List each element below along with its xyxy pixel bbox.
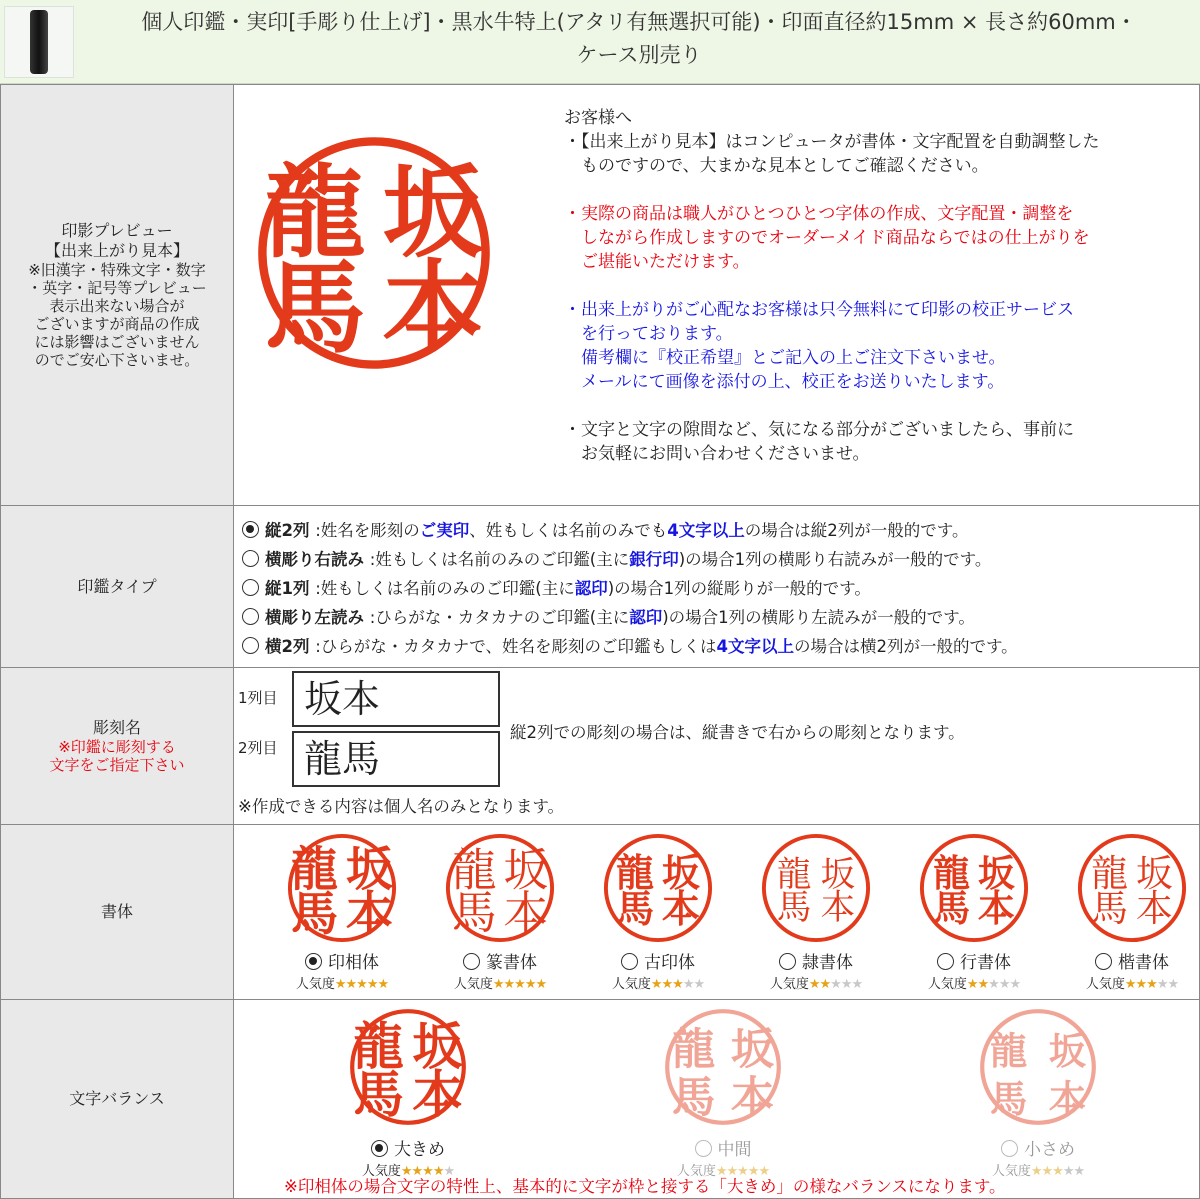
seal-character: 龍	[616, 849, 655, 895]
seal-character: 龍	[353, 1016, 404, 1076]
type-description: :姓もしくは名前のみのご印鑑(主に	[315, 579, 575, 598]
star-icon: ★	[758, 1163, 770, 1179]
type-option[interactable]	[242, 574, 1199, 603]
seal-character: 馬	[1091, 886, 1129, 930]
seal-character: 本	[661, 885, 700, 931]
popularity-stars	[401, 1164, 454, 1179]
balance-name: 中間	[717, 1139, 752, 1160]
balance-option-label	[318, 1135, 498, 1160]
font-popularity	[262, 973, 422, 992]
star-icon: ★	[693, 976, 705, 992]
title-line-2: ケース別売り	[576, 43, 702, 67]
type-description: )の場合1列の横彫り左読みが一般的です。	[662, 608, 975, 627]
star-icon: ★	[988, 976, 999, 992]
preview-note-line: ※旧漢字・特殊文字・数字	[28, 261, 206, 279]
balance-option-list	[234, 1001, 1199, 1198]
star-icon: ★	[1146, 976, 1157, 992]
title-line-1: 個人印鑑・実印[手彫り仕上げ]・黒水牛特上(アタリ有無選択可能)・印面直径約15mm × 長さ約60mm・	[141, 10, 1137, 34]
type-description: :姓もしくは名前のみのご印鑑(主に	[369, 550, 630, 569]
font-radio[interactable]	[621, 953, 638, 970]
font-seal-sample	[444, 832, 556, 944]
seal-character: 龍	[776, 854, 812, 895]
note-line: ・【出来上がり見本】はコンピュータが書体・文字配置を自動調整した	[564, 131, 1100, 152]
seal-character: 本	[1135, 886, 1173, 930]
font-name: 隷書体	[802, 952, 853, 973]
balance-seal-sample	[348, 1007, 468, 1127]
engrave-note-line: ※印鑑に彫刻する	[58, 738, 176, 756]
seal-character: 馬	[291, 886, 339, 942]
star-icon: ★	[411, 1163, 423, 1179]
star-icon: ★	[715, 1163, 727, 1179]
popularity-label: 人気度	[611, 976, 651, 992]
font-row	[1, 825, 1200, 1000]
type-option-name: 縦2列	[265, 521, 316, 540]
balance-option-label	[633, 1135, 813, 1160]
seal-character: 坂	[661, 849, 700, 895]
star-icon: ★	[682, 976, 694, 992]
seal-character: 馬	[264, 247, 366, 367]
note-line: ものですので、大まかな見本としてご確認ください。	[564, 155, 989, 176]
seal-character: 本	[412, 1064, 463, 1124]
type-description: の場合は横2列が一般的です。	[793, 637, 1018, 656]
font-name: 印相体	[328, 952, 379, 973]
popularity-stars	[1125, 977, 1178, 992]
popularity-label: 人気度	[927, 976, 967, 992]
font-option-label	[1052, 948, 1200, 973]
preview-note-line: 表示出来ない場合が	[49, 297, 185, 315]
seal-character: 坂	[412, 1016, 463, 1076]
type-option[interactable]	[242, 516, 1199, 545]
type-option-list	[234, 512, 1199, 661]
font-option-list	[234, 826, 1199, 999]
preview-note-line: のでご安心下さいませ。	[34, 351, 200, 369]
engrave-footnote: ※作成できる内容は個人名のみとなります。	[238, 796, 565, 816]
type-label-cell	[1, 506, 234, 668]
preview-content-cell	[234, 85, 1200, 506]
note-line: ・文字と文字の隙間など、気になる部分がございましたら、事前に	[564, 419, 1074, 440]
font-options-cell	[234, 825, 1200, 1000]
seal-character: 龍	[264, 151, 366, 271]
star-icon: ★	[966, 976, 978, 992]
star-icon: ★	[1124, 976, 1136, 992]
seal-character: 馬	[776, 887, 812, 928]
product-title	[84, 6, 1194, 72]
font-option-label	[736, 948, 896, 973]
seal-character: 本	[503, 885, 549, 939]
font-radio[interactable]	[305, 953, 322, 970]
note-proof-service	[564, 298, 1184, 394]
type-radio[interactable]	[242, 608, 259, 625]
seal-preview-large	[254, 133, 494, 373]
preview-label-cell	[1, 85, 234, 506]
preview-label-note	[1, 261, 233, 369]
star-icon: ★	[1156, 976, 1168, 992]
type-option-name: 横彫り左読み	[265, 608, 370, 627]
balance-option[interactable]	[948, 1007, 1128, 1179]
popularity-label: 人気度	[769, 976, 809, 992]
balance-popularity	[633, 1160, 813, 1179]
seal-character: 馬	[989, 1076, 1028, 1121]
font-option[interactable]	[736, 832, 896, 992]
type-options-cell	[234, 506, 1200, 668]
seal-character: 本	[1048, 1076, 1087, 1121]
balance-row	[1, 1000, 1200, 1199]
star-icon: ★	[334, 976, 346, 992]
type-description: )の場合1列の縦彫りが一般的です。	[607, 579, 871, 598]
note-line: ・実際の商品は職人がひとつひとつ字体の作成、文字配置・調整を	[564, 203, 1074, 224]
note-auto-layout	[564, 130, 1184, 178]
balance-seal-sample	[978, 1007, 1098, 1127]
font-popularity	[578, 973, 738, 992]
font-seal-sample	[602, 832, 714, 944]
seal-character: 坂	[345, 841, 393, 897]
font-label: 書体	[100, 902, 133, 921]
balance-note: ※印相体の場合文字の特性上、基本的に文字が枠と接する「大きめ」の様なバランスになります。	[284, 1176, 1006, 1196]
balance-option[interactable]	[633, 1007, 813, 1179]
balance-label: 文字バランス	[69, 1089, 165, 1108]
type-option-name: 縦1列	[265, 579, 316, 598]
row1-name-input[interactable]: 坂本	[292, 671, 500, 727]
font-radio[interactable]	[937, 953, 954, 970]
preview-sublabel: 【出来上がり見本】	[44, 241, 189, 260]
seal-character: 龍	[1091, 851, 1129, 895]
type-description: :ひらがな・カタカナで、姓名を彫刻のご印鑑もしくは	[315, 637, 717, 656]
product-header	[0, 0, 1200, 84]
popularity-stars	[493, 977, 546, 992]
star-icon: ★	[1135, 976, 1147, 992]
note-inquiry	[564, 418, 1184, 466]
star-icon: ★	[747, 1163, 759, 1179]
popularity-stars	[651, 977, 704, 992]
engrave-label-cell	[1, 668, 234, 825]
type-highlight: 4文字以上	[667, 521, 745, 540]
note-line: ご堪能いただけます。	[564, 251, 750, 272]
star-icon: ★	[737, 1163, 748, 1179]
seal-character: 馬	[451, 885, 497, 939]
font-popularity	[1052, 973, 1200, 992]
font-name: 篆書体	[486, 952, 537, 973]
order-options-table	[0, 84, 1200, 1199]
balance-option[interactable]	[318, 1007, 498, 1179]
star-icon: ★	[650, 976, 662, 992]
star-icon: ★	[1062, 1163, 1074, 1179]
popularity-label: 人気度	[295, 976, 335, 992]
type-description: :姓名を彫刻の	[315, 521, 420, 540]
font-label-cell	[1, 825, 234, 1000]
popularity-label: 人気度	[453, 976, 493, 992]
type-option-name: 横2列	[265, 637, 316, 656]
type-highlight: 銀行印	[629, 550, 679, 569]
note-line: 備考欄に『校正希望』とご記入の上ご注文下さいませ。	[564, 347, 1006, 368]
font-seal-sample	[286, 832, 398, 944]
star-icon: ★	[1030, 1163, 1042, 1179]
star-icon: ★	[432, 1163, 444, 1179]
type-row	[1, 506, 1200, 668]
star-icon: ★	[672, 976, 683, 992]
star-icon: ★	[514, 976, 525, 992]
type-option[interactable]	[242, 545, 1199, 574]
font-seal-sample	[1076, 832, 1188, 944]
row2-label: 2列目	[238, 738, 278, 757]
seal-character: 馬	[671, 1071, 716, 1123]
popularity-stars	[1031, 1164, 1084, 1179]
balance-radio[interactable]	[1001, 1140, 1018, 1157]
seal-character: 本	[345, 886, 393, 942]
seal-character: 本	[977, 885, 1015, 930]
seal-character: 坂	[382, 151, 484, 271]
balance-name: 小さめ	[1024, 1139, 1075, 1160]
notes-greeting: お客様へ	[564, 107, 632, 128]
type-radio[interactable]	[242, 521, 259, 538]
font-option-label	[578, 948, 738, 973]
star-icon: ★	[443, 1163, 455, 1179]
preview-label: 印影プレビュー	[61, 221, 173, 240]
star-icon: ★	[977, 976, 989, 992]
star-icon: ★	[830, 976, 841, 992]
row1-label: 1列目	[238, 688, 278, 707]
seal-character: 馬	[616, 885, 655, 931]
note-line: ・出来上がりがご心配なお客様は只今無料にて印影の校正サービス	[564, 299, 1074, 320]
star-icon: ★	[1073, 1163, 1085, 1179]
type-option-name: 横彫り右読み	[265, 550, 370, 569]
type-highlight: 4文字以上	[716, 637, 794, 656]
font-option[interactable]	[578, 832, 738, 992]
seal-character: 坂	[503, 842, 549, 896]
balance-radio[interactable]	[695, 1140, 712, 1157]
popularity-label: 人気度	[991, 1163, 1031, 1179]
star-icon: ★	[1167, 976, 1179, 992]
font-option-label	[894, 948, 1054, 973]
preview-row	[1, 85, 1200, 506]
star-icon: ★	[422, 1163, 433, 1179]
type-highlight: 認印	[574, 579, 608, 598]
engrave-note-line: 文字をご指定下さい	[49, 756, 185, 774]
star-icon: ★	[377, 976, 389, 992]
font-option-label	[420, 948, 580, 973]
popularity-stars	[809, 977, 862, 992]
star-icon: ★	[503, 976, 515, 992]
popularity-stars	[967, 977, 1020, 992]
star-icon: ★	[851, 976, 863, 992]
seal-character: 本	[382, 247, 484, 367]
seal-character: 坂	[1135, 851, 1173, 895]
font-radio[interactable]	[1095, 953, 1112, 970]
star-icon: ★	[1009, 976, 1021, 992]
note-line: お気軽にお問い合わせくださいませ。	[564, 443, 870, 464]
preview-note-line: ・英字・記号等プレビュー	[27, 279, 207, 297]
balance-options-cell	[234, 1000, 1200, 1199]
row2-name-input[interactable]: 龍馬	[292, 731, 500, 787]
note-line: しながら作成しますのでオーダーメイド商品ならではの仕上がりを	[564, 227, 1090, 248]
type-option[interactable]	[242, 632, 1199, 661]
star-icon: ★	[400, 1163, 412, 1179]
font-name: 古印体	[644, 952, 695, 973]
type-highlight: ご実印	[419, 521, 470, 540]
seal-character: 坂	[1048, 1028, 1087, 1073]
customer-notes	[564, 106, 1184, 490]
seal-character: 龍	[671, 1023, 716, 1075]
popularity-label: 人気度	[361, 1163, 401, 1179]
engrave-direction-note: 縦2列での彫刻の場合は、縦書きで右からの彫刻となります。	[510, 722, 965, 742]
balance-popularity	[318, 1160, 498, 1179]
type-highlight: 認印	[629, 608, 663, 627]
seal-character: 坂	[977, 850, 1015, 895]
balance-option-label	[948, 1135, 1128, 1160]
font-option-label	[262, 948, 422, 973]
star-icon: ★	[1041, 1163, 1053, 1179]
seal-character: 馬	[933, 885, 971, 930]
star-icon: ★	[840, 976, 852, 992]
star-icon: ★	[345, 976, 357, 992]
popularity-stars	[335, 977, 388, 992]
seal-character: 坂	[820, 854, 856, 895]
seal-character: 馬	[353, 1064, 404, 1124]
star-icon: ★	[819, 976, 831, 992]
type-radio[interactable]	[242, 637, 259, 654]
note-line: メールにて画像を添付の上、校正をお送りいたします。	[564, 371, 1005, 392]
engrave-row	[1, 668, 1200, 825]
seal-character: 坂	[730, 1023, 775, 1075]
font-option[interactable]	[262, 832, 422, 992]
star-icon: ★	[808, 976, 820, 992]
star-icon: ★	[356, 976, 367, 992]
font-seal-sample	[918, 832, 1030, 944]
seal-character: 龍	[933, 850, 971, 895]
note-craftsman	[564, 202, 1184, 274]
product-thumbnail[interactable]	[4, 6, 74, 78]
balance-name: 大きめ	[394, 1139, 445, 1160]
font-radio[interactable]	[779, 953, 796, 970]
font-option[interactable]	[420, 832, 580, 992]
balance-radio[interactable]	[371, 1140, 388, 1157]
font-popularity	[420, 973, 580, 992]
type-radio[interactable]	[242, 550, 259, 567]
engrave-label-note	[1, 738, 233, 774]
type-label: 印鑑タイプ	[77, 576, 157, 596]
balance-label-cell	[1, 1000, 234, 1199]
seal-character: 本	[730, 1071, 775, 1123]
star-icon: ★	[661, 976, 673, 992]
star-icon: ★	[524, 976, 536, 992]
star-icon: ★	[998, 976, 1010, 992]
type-description: :ひらがな・カタカナのご印鑑(主に	[369, 608, 630, 627]
popularity-label: 人気度	[676, 1163, 716, 1179]
seal-character: 龍	[291, 841, 339, 897]
type-description: 、姓もしくは名前のみでも	[469, 521, 668, 540]
star-icon: ★	[726, 1163, 738, 1179]
star-icon: ★	[1052, 1163, 1063, 1179]
type-description: )の場合1列の横彫り右読みが一般的です。	[678, 550, 992, 569]
preview-note-line: には影響はございません	[34, 333, 200, 351]
font-name: 行書体	[960, 952, 1011, 973]
font-popularity	[894, 973, 1054, 992]
font-name: 楷書体	[1118, 952, 1169, 973]
font-popularity	[736, 973, 896, 992]
seal-stick-image	[30, 10, 48, 74]
type-description: の場合は縦2列が一般的です。	[744, 521, 969, 540]
star-icon: ★	[492, 976, 504, 992]
popularity-stars	[716, 1164, 769, 1179]
star-icon: ★	[366, 976, 378, 992]
type-radio[interactable]	[242, 579, 259, 596]
font-seal-sample	[760, 832, 872, 944]
seal-character: 本	[820, 887, 856, 928]
seal-character: 龍	[989, 1028, 1028, 1073]
engrave-label: 彫刻名	[92, 718, 141, 737]
popularity-label: 人気度	[1085, 976, 1125, 992]
engrave-inputs-cell	[234, 668, 1200, 825]
preview-note-line: ございますが商品の作成	[34, 315, 200, 333]
balance-popularity	[948, 1160, 1128, 1179]
font-option[interactable]	[1052, 832, 1200, 992]
type-option[interactable]	[242, 603, 1199, 632]
seal-character: 龍	[451, 842, 497, 896]
star-icon: ★	[535, 976, 547, 992]
balance-seal-sample	[663, 1007, 783, 1127]
note-line: を行っております。	[564, 323, 733, 344]
font-radio[interactable]	[463, 953, 480, 970]
font-option[interactable]	[894, 832, 1054, 992]
